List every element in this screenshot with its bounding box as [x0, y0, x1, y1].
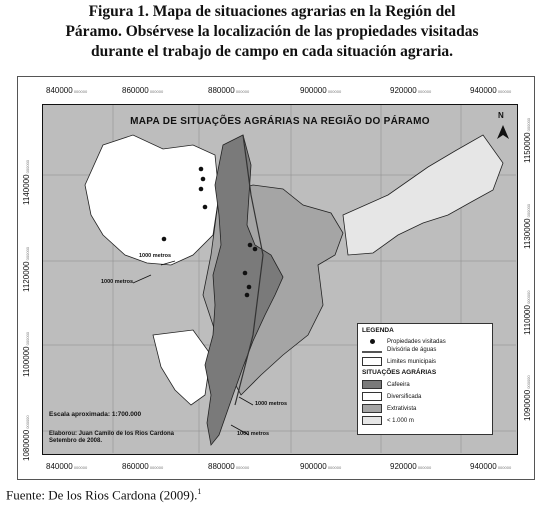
zone-lt1000 — [343, 135, 503, 255]
legend-item-extrativista: Extrativista — [362, 404, 416, 413]
lt1000-swatch — [362, 416, 382, 425]
scale-text: Escala aproximada: 1:700.000 — [49, 411, 142, 418]
map-frame — [17, 76, 535, 480]
x-tick-bottom: 840000 000000 — [46, 462, 88, 471]
legend-item-cafeeira: Cafeeira — [362, 380, 410, 389]
map-canvas — [42, 104, 518, 455]
legend-item-points: Propiedades visitadas — [362, 337, 446, 346]
divide-line-icon — [362, 348, 382, 353]
legend-item-lt1000: < 1.000 m — [362, 416, 414, 425]
x-tick-top: 900000 000000 — [300, 86, 342, 95]
zone-cafeeira — [205, 135, 283, 445]
elevation-label: 1000 metros — [139, 253, 172, 259]
elevation-label: 1000 metros — [101, 279, 134, 285]
y-tick-right: 1110000 000000 — [523, 290, 532, 335]
map-credit — [49, 431, 174, 445]
extrativista-swatch — [362, 404, 382, 413]
point-icon — [362, 337, 382, 346]
figure-caption — [0, 2, 544, 62]
diversificada-swatch — [362, 392, 382, 401]
y-tick-left: 1080000 000000 — [22, 415, 31, 461]
caption-line-3: durante el trabajo de campo en cada situación agraria. — [90, 43, 454, 60]
zone-diversificada-west — [85, 135, 219, 265]
legend-heading: LEGENDA — [362, 327, 394, 334]
map-title: MAPA DE SITUAÇÕES AGRÁRIAS NA REGIÃO DO PÁRAMO — [130, 116, 430, 127]
x-tick-bottom: 900000 000000 — [300, 462, 342, 471]
caption-line-1: Figura 1. Mapa de situaciones agrarias en la Región del — [88, 3, 456, 20]
y-tick-right: 1090000 000000 — [523, 375, 532, 421]
legend-section: SITUAÇÕES AGRÁRIAS — [362, 369, 437, 376]
legend-item-divide: Divisória de águas — [362, 347, 436, 353]
north-label: N — [498, 111, 504, 120]
caption-line-2: Páramo. Obsérvese la localización de las propiedades visitadas — [65, 23, 479, 40]
x-tick-bottom: 880000 000000 — [208, 462, 250, 471]
footnote-marker: 1 — [197, 487, 202, 496]
north-arrow-icon — [497, 125, 509, 139]
x-tick-bottom: 920000 000000 — [390, 462, 432, 471]
y-tick-left: 1100000 000000 — [22, 331, 31, 377]
y-tick-right: 1150000 000000 — [523, 117, 532, 163]
zone-diversificada-southwest — [153, 330, 211, 405]
x-tick-top: 920000 000000 — [390, 86, 432, 95]
x-tick-top: 840000 000000 — [46, 86, 88, 95]
legend-item-diversificada: Diversificada — [362, 392, 421, 401]
x-tick-bottom: 860000 000000 — [122, 462, 164, 471]
source-note: Fuente: De los Rios Cardona (2009).$^1$ — [6, 487, 202, 503]
x-tick-top: 860000 000000 — [122, 86, 164, 95]
legend-item-limits: Limites municipais — [362, 357, 436, 366]
credit-date: Setembro de 2008. — [49, 438, 103, 444]
elevation-label: 1000 metros — [255, 401, 288, 407]
y-tick-right: 1130000 000000 — [523, 203, 532, 249]
elevation-label: 1000 metros — [237, 431, 270, 437]
x-tick-top: 880000 000000 — [208, 86, 250, 95]
x-tick-top: 940000 000000 — [470, 86, 512, 95]
y-tick-left: 1120000 000000 — [22, 246, 31, 292]
x-tick-bottom: 940000 000000 — [470, 462, 512, 471]
limits-swatch — [362, 357, 382, 366]
y-tick-left: 1140000 000000 — [22, 159, 31, 205]
cafeeira-swatch — [362, 380, 382, 389]
credit-author: Elaborou: Juan Camilo de los Rios Cardona — [49, 431, 175, 437]
map-legend — [357, 323, 493, 435]
